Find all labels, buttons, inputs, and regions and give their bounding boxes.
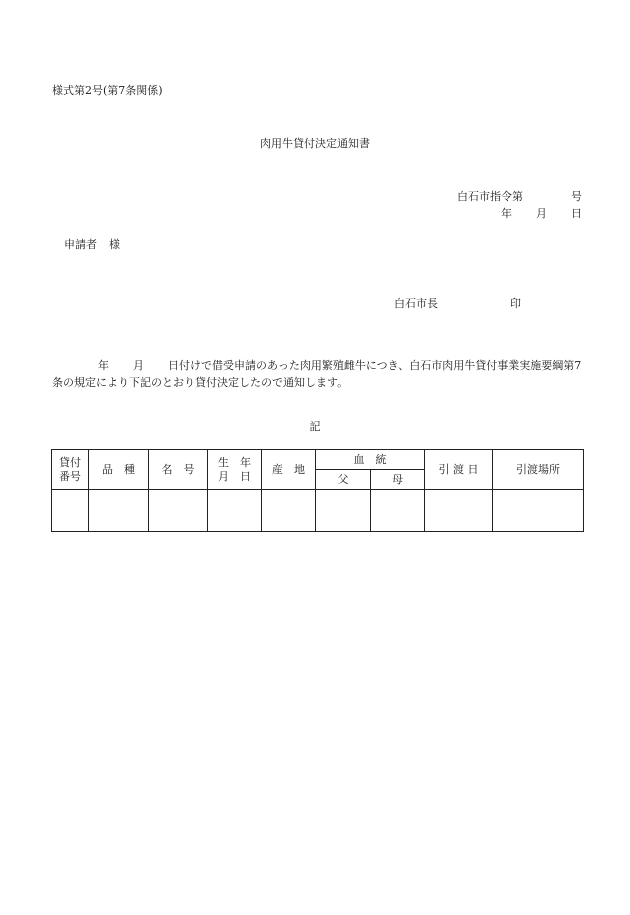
header-row bbox=[52, 450, 584, 470]
header-delivery-date: 引 渡 日 bbox=[425, 450, 493, 490]
header-loan-no bbox=[52, 450, 89, 490]
signer bbox=[394, 296, 521, 312]
header-birth-date-line1: 生 年 bbox=[218, 455, 251, 469]
issuer-number bbox=[457, 189, 582, 205]
issue-date-year: 年 bbox=[501, 207, 512, 220]
header-delivery-place: 引渡場所 bbox=[493, 450, 584, 490]
header-birth-date bbox=[208, 450, 262, 490]
cell-delivery-date bbox=[425, 490, 493, 532]
cell-breed bbox=[89, 490, 149, 532]
table-row bbox=[52, 490, 584, 532]
issuer-number-suffix: 号 bbox=[571, 190, 582, 203]
body-year: 年 bbox=[98, 359, 109, 372]
issue-date-month: 月 bbox=[536, 207, 547, 220]
cell-name-no bbox=[149, 490, 208, 532]
header-mother: 母 bbox=[371, 470, 425, 490]
header-origin: 産 地 bbox=[262, 450, 316, 490]
header-birth-date-line2: 月 日 bbox=[218, 469, 251, 483]
addressee-honorific: 様 bbox=[109, 238, 120, 251]
cell-father bbox=[316, 490, 371, 532]
issue-date-day: 日 bbox=[571, 207, 582, 220]
header-loan-no-line2: 番号 bbox=[59, 469, 81, 483]
ki-heading: 記 bbox=[309, 420, 321, 433]
cell-loan-no bbox=[52, 490, 89, 532]
cell-origin bbox=[262, 490, 316, 532]
cell-mother bbox=[371, 490, 425, 532]
header-pedigree: 血 統 bbox=[316, 450, 425, 470]
issue-date bbox=[501, 206, 582, 222]
addressee-label: 申請者 bbox=[64, 238, 97, 251]
seal-mark: 印 bbox=[510, 297, 521, 310]
form-number: 様式第2号(第7条関係) bbox=[52, 84, 163, 97]
body-month: 月 bbox=[133, 359, 144, 372]
issuer-number-prefix: 白石市指令第 bbox=[457, 190, 523, 203]
cell-delivery-place bbox=[493, 490, 584, 532]
cell-birth-date bbox=[208, 490, 262, 532]
notice-body bbox=[52, 357, 584, 391]
body-text: 日付けで借受申請のあった肉用繁殖雌牛につき、白石市肉用牛貸付事業実施要綱第7条の規定により下記のとおり貸付決定したので通知します。 bbox=[52, 359, 582, 389]
header-name-no: 名 号 bbox=[149, 450, 208, 490]
header-breed: 品 種 bbox=[89, 450, 149, 490]
header-loan-no-line1: 貸付 bbox=[59, 455, 81, 469]
header-father: 父 bbox=[316, 470, 371, 490]
addressee bbox=[64, 237, 120, 253]
signer-name: 白石市長 bbox=[394, 297, 438, 310]
loan-table bbox=[51, 449, 584, 532]
document-title: 肉用牛貸付決定通知書 bbox=[260, 137, 370, 150]
